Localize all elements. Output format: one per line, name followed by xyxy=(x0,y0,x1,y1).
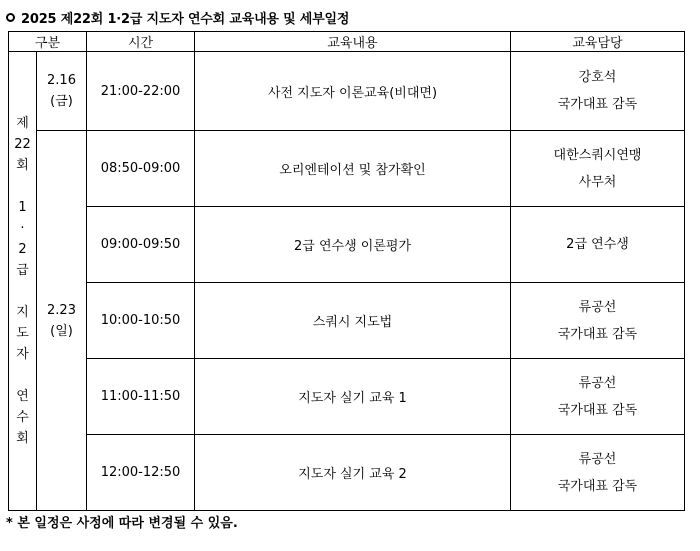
instructor-cell: 강호석 국가대표 감독 xyxy=(511,52,685,131)
table-row xyxy=(9,131,685,207)
date-weekday: (금) xyxy=(50,94,73,109)
event-label-cell xyxy=(9,52,37,511)
time-cell: 09:00-09:50 xyxy=(87,207,195,283)
table-row xyxy=(9,52,685,131)
date-value: 2.16 xyxy=(47,73,76,88)
schedule-table xyxy=(8,31,685,511)
instructor-cell: 류공선 국가대표 감독 xyxy=(511,435,685,511)
content-cell: 오리엔테이션 및 참가확인 xyxy=(195,131,511,207)
time-cell: 12:00-12:50 xyxy=(87,435,195,511)
table-row xyxy=(9,207,685,283)
date-cell xyxy=(37,131,87,511)
time-cell: 21:00-22:00 xyxy=(87,52,195,131)
header-content: 교육내용 xyxy=(195,32,511,52)
event-label: 제 22 회 1 · 2 급 지 도 자 연 수 회 xyxy=(14,116,31,446)
content-cell: 지도자 실기 교육 2 xyxy=(195,435,511,511)
header-category: 구분 xyxy=(9,32,87,52)
time-cell: 08:50-09:00 xyxy=(87,131,195,207)
date-cell xyxy=(37,52,87,131)
document-title xyxy=(6,8,349,26)
instructor-cell: 류공선 국가대표 감독 xyxy=(511,359,685,435)
date-value: 2.23 xyxy=(47,302,76,318)
footnote: * 본 일정은 사정에 따라 변경될 수 있음. xyxy=(6,516,238,531)
content-cell: 스쿼시 지도법 xyxy=(195,283,511,359)
content-cell: 지도자 실기 교육 1 xyxy=(195,359,511,435)
circle-bullet-icon xyxy=(6,13,15,22)
content-cell: 2급 연수생 이론평가 xyxy=(195,207,511,283)
header-instructor: 교육담당 xyxy=(511,32,685,52)
table-row xyxy=(9,283,685,359)
table-row xyxy=(9,359,685,435)
table-row xyxy=(9,435,685,511)
instructor-cell: 2급 연수생 xyxy=(511,207,685,283)
instructor-cell: 대한스쿼시연맹 사무처 xyxy=(511,131,685,207)
instructor-cell: 류공선 국가대표 감독 xyxy=(511,283,685,359)
time-cell: 11:00-11:50 xyxy=(87,359,195,435)
date-weekday: (일) xyxy=(50,323,73,339)
header-time: 시간 xyxy=(87,32,195,52)
content-cell: 사전 지도자 이론교육(비대면) xyxy=(195,52,511,131)
header-row xyxy=(9,32,685,52)
document-title-text: 2025 제22회 1·2급 지도자 연수회 교육내용 및 세부일정 xyxy=(21,11,350,27)
time-cell: 10:00-10:50 xyxy=(87,283,195,359)
